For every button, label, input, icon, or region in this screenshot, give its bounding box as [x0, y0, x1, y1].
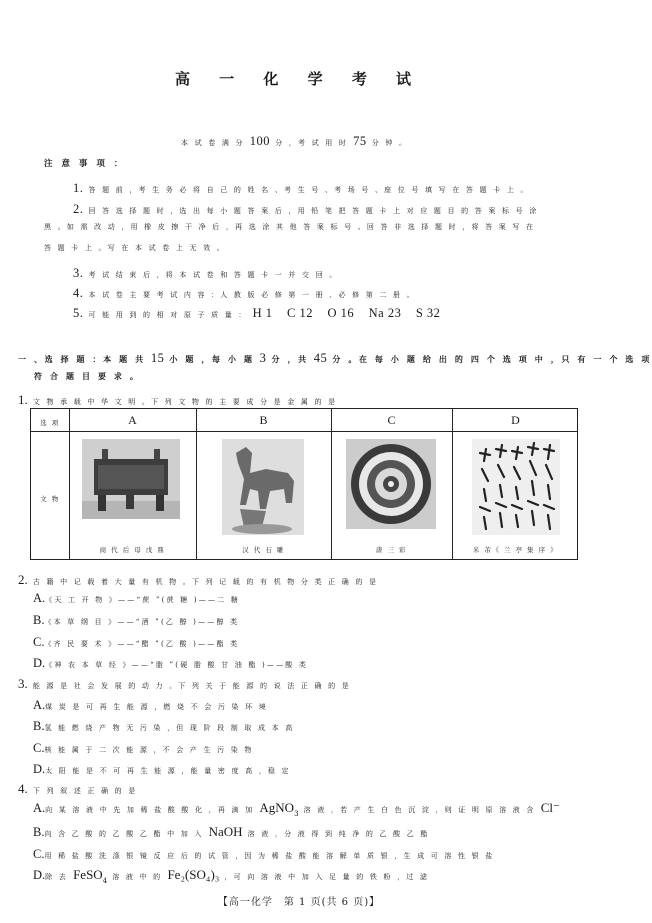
bronze-ding-image [82, 439, 180, 519]
notice-item-line: 黑 。如 需 改 动 ，用 橡 皮 擦 干 净 后 ，再 选 涂 其 他 答 案 标 号 。回 答 非 选 择 题 时 ，将 答 案 写 在 [44, 223, 536, 231]
question-2-option-a: A.《天 工 开 物 》——“蔗 ”(蔗 糖 )——二 糖 [33, 591, 240, 605]
atomic-masses: H 1 C 12 O 16 Na 23 S 32 [252, 306, 441, 320]
option-d-label: D [511, 413, 520, 427]
sancai-dish-image [346, 439, 436, 529]
option-b-caption: 汉 代 石 雕 [242, 546, 285, 554]
notice-item: 2. 回 答 选 择 题 时 ，选 出 每 小 题 答 案 后 ，用 铅 笔 把 答 题 卡 上 对 应 题 目 的 答 案 标 号 涂 [73, 202, 539, 216]
stone-horse-image [222, 439, 304, 535]
option-a-label: A [128, 413, 137, 427]
option-c-label: C [387, 413, 396, 427]
question-4-option-a: A.向 某 溶 液 中 先 加 稀 盐 酸 酸 化 ，再 滴 加 AgNO$_3$ 溶 液 ，若 产 生 白 色 沉 淀 ，则 证 明 原 溶 液 含 Cl⁻ [33, 800, 560, 819]
page-title: 高 一 化 学 考 试 [174, 70, 424, 88]
question-3-option-c: C.核 能 属 于 二 次 能 源 ，不 会 产 生 污 染 物 [33, 741, 254, 755]
option-c-caption: 唐 三 彩 [375, 546, 408, 554]
question-4-option-d: D.除 去 FeSO$_4$ 溶 液 中 的 Fe₂(SO₄)₃ ，可 向 溶 液 中 加 入 足 量 的 铁 粉 ，过 滤 [33, 867, 430, 886]
notice-heading: 注 意 事 项 ： [44, 159, 126, 169]
question-2-option-d: D.《神 农 本 草 经 》——“脂 ”(硬 脂 酸 甘 油 酯 )——酸 类 [33, 656, 309, 670]
notice-item: 5. 可 能 用 到 的 相 对 原 子 质 量 ： H 1 C 12 O 16 Na 23 S 32 [73, 306, 441, 320]
question-3-option-a: A.煤 炭 是 可 再 生 能 源 ，燃 烧 不 会 污 染 环 境 [33, 698, 268, 712]
question-4-option-c: C.用 稀 盐 酸 洗 涤 银 镜 反 应 后 的 试 管 ，因 为 稀 盐 酸 能 溶 解 单 质 银 ，生 成 可 溶 性 银 盐 [33, 847, 495, 861]
page-footer: 【高一化学 第 1 页(共 6 页)】 [217, 897, 381, 908]
option-a-caption: 商 代 后 母 戊 鼎 [99, 546, 166, 554]
section-header: 一 、选 择 题 ：本 题 共 15 小 题 ，每 小 题 3 分 ，共 45 分 。在 每 小 题 给 出 的 四 个 选 项 中 ，只 有 一 个 选 项 [18, 351, 652, 365]
table-row-label: 文 物 [40, 495, 60, 503]
exam-intro: 本 试 卷 满 分 100 分 ，考 试 用 时 75 分 钟 。 [181, 134, 409, 148]
notice-item: 1. 答 题 前 ，考 生 务 必 将 自 己 的 姓 名 、考 生 号 、考 场 号 、座 位 号 填 写 在 答 题 卡 上 。 [73, 181, 530, 195]
table-header-label: 选 项 [40, 419, 60, 427]
question-3-option-b: B.氢 能 燃 烧 产 物 无 污 染 ，但 现 阶 段 制 取 成 本 高 [33, 719, 295, 733]
question-2-option-c: C.《齐 民 要 术 》——“醋 ”(乙 酸 )——酯 类 [33, 635, 240, 649]
option-b-label: B [259, 413, 268, 427]
artifact-table [30, 408, 578, 560]
question-2-stem: 2. 古 籍 中 记 载 着 大 量 有 机 物 。下 列 记 载 的 有 机 物 分 类 正 确 的 是 [18, 572, 379, 587]
question-4-option-b: B.向 含 乙 酸 的 乙 酸 乙 酯 中 加 入 NaOH 溶 液 ，分 液 得 到 纯 净 的 乙 酸 乙 酯 [33, 824, 430, 839]
notice-item-line: 答 题 卡 上 。写 在 本 试 卷 上 无 效 。 [44, 244, 226, 252]
section-header-line2: 符 合 题 目 要 求 。 [34, 371, 141, 381]
question-3-option-d: D.太 阳 能 是 不 可 再 生 能 源 ，能 量 密 度 高 ，稳 定 [33, 762, 291, 776]
question-3-stem: 3. 能 源 是 社 会 发 展 的 动 力 。下 列 关 于 能 源 的 说 法 正 确 的 是 [18, 676, 351, 691]
question-4-stem: 4. 下 列 叙 述 正 确 的 是 [18, 781, 138, 796]
calligraphy-image [472, 439, 560, 535]
notice-item: 4. 本 试 卷 主 要 考 试 内 容 ：人 教 版 必 修 第 一 册 、必 修 第 二 册 。 [73, 286, 416, 300]
question-2-option-b: B.《本 草 纲 目 》——“酒 ”(乙 醇 )——醇 类 [33, 613, 240, 627]
notice-item: 3. 考 试 结 束 后 ，将 本 试 卷 和 答 题 卡 一 并 交 回 。 [73, 266, 339, 280]
option-d-caption: 米 芾《 兰 亭 集 序 》 [472, 546, 559, 554]
question-1-stem: 1. 文 物 承 载 中 华 文 明 。下 列 文 物 的 主 要 成 分 是 金 属 的 是 [18, 392, 338, 407]
